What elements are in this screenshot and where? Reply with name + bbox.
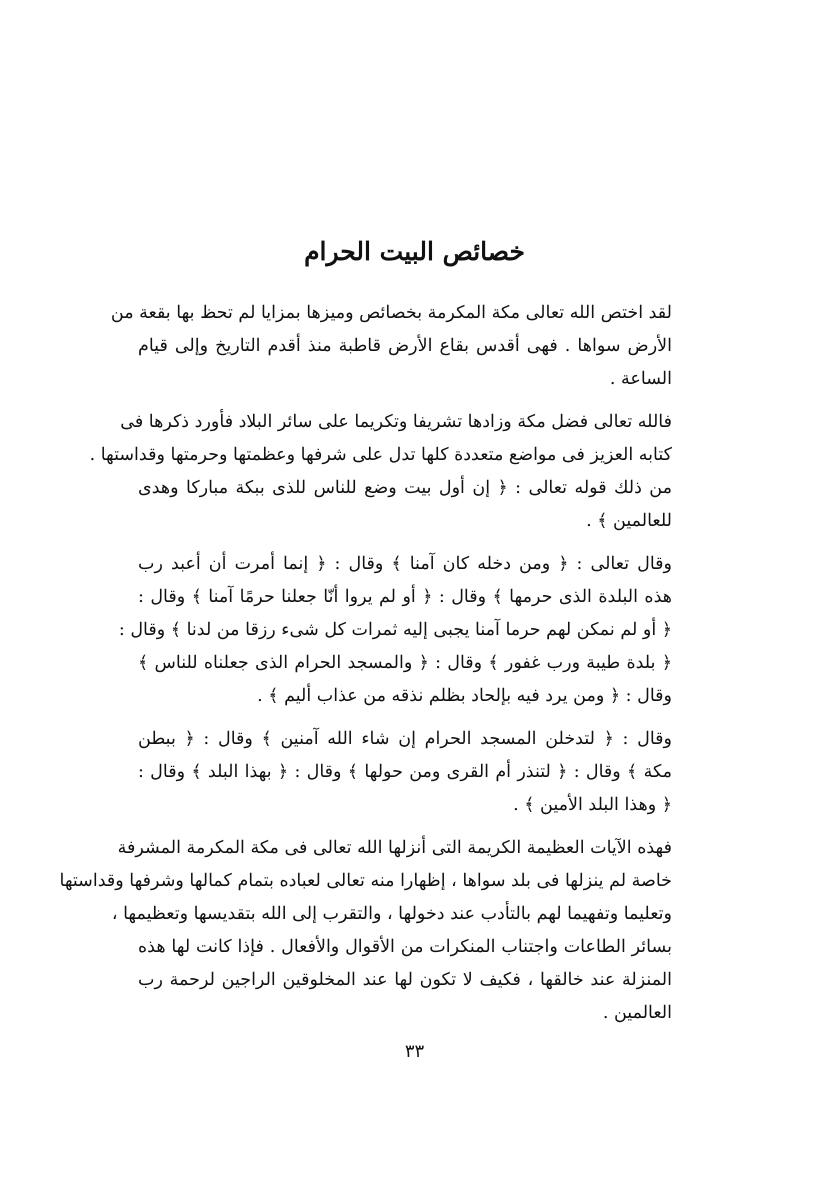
text-line: بسائر الطاعات واجتناب المنكرات من الأقوال والأفعال . فإذا كانت لها هذه [138,937,672,957]
text-line: العالمين . [602,1003,672,1023]
text-line: وقال : ﴿ لتدخلن المسجد الحرام إن شاء الله آمنين ﴾ وقال : ﴿ ببطن [138,729,672,749]
paragraph-1 [110,297,672,396]
text-line: الأرض سواها . فهى أقدس بقاع الأرض قاطبة منذ أقدم التاريخ وإلى قيام [138,336,672,356]
text-line: لقد اختص الله تعالى مكة المكرمة بخصائص وميزها بمزايا لم تحظ بها بقعة من [110,303,672,323]
text-line: خاصة لم ينزلها فى بلد سواها ، إظهارا منه تعالى لعباده بتمام كمالها وشرفها وقداستها [59,871,672,891]
text-line: فالله تعالى فضل مكة وزادها تشريفا وتكريما على سائر البلاد فأورد ذكرها فى [120,412,672,432]
text-line: المنزلة عند خالقها ، فكيف لا تكون لها عند المخلوقين الراجين لرحمة رب [138,970,672,990]
page-number: ٣٣ [404,1041,425,1062]
paragraph-2 [89,406,672,538]
paragraph-4 [138,723,672,822]
text-line: وقال : ﴿ ومن يرد فيه بإلحاد بظلم نذقه من عذاب أليم ﴾ . [257,686,672,706]
text-line: وقال تعالى : ﴿ ومن دخله كان آمنا ﴾ وقال : ﴿ إنما أمرت أن أعبد رب [138,554,672,574]
text-line: ﴿ وهذا البلد الأمين ﴾ . [513,795,672,815]
paragraph-5 [59,832,672,1030]
text-line: هذه البلدة الذى حرمها ﴾ وقال : ﴿ أو لم يروا أنّا جعلنا حرمًا آمنا ﴾ وقال : [138,587,672,607]
text-line: فهذه الآيات العظيمة الكريمة التى أنزلها الله تعالى فى مكة المكرمة المشرفة [117,838,672,858]
text-line: ﴿ أو لم نمكن لهم حرما آمنا يجبى إليه ثمرات كل شىء رزقا من لدنا ﴾ وقال : [118,620,672,640]
page-title: خصائص البيت الحرام [304,237,525,266]
body-text [59,297,672,1040]
text-line: كتابه العزيز فى مواضع متعددة كلها تدل على شرفها وعظمتها وحرمتها وقداستها . [89,445,672,465]
text-line: وتعليما وتفهيما لهم بالتأدب عند دخولها ، والتقرب إلى الله بتقديسها وتعظيمها ، [111,904,672,924]
text-line: ﴿ بلدة طيبة ورب غفور ﴾ وقال : ﴿ والمسجد الحرام الذى جعلناه للناس ﴾ [138,653,672,673]
text-line: للعالمين ﴾ . [586,511,672,531]
text-line: من ذلك قوله تعالى : ﴿ إن أول بيت وضع للناس للذى ببكة مباركا وهدى [138,478,672,498]
text-line: الساعة . [609,369,672,389]
text-line: مكة ﴾ وقال : ﴿ لتنذر أم القرى ومن حولها ﴾ وقال : ﴿ بهذا البلد ﴾ وقال : [138,762,672,782]
paragraph-3 [118,548,672,713]
